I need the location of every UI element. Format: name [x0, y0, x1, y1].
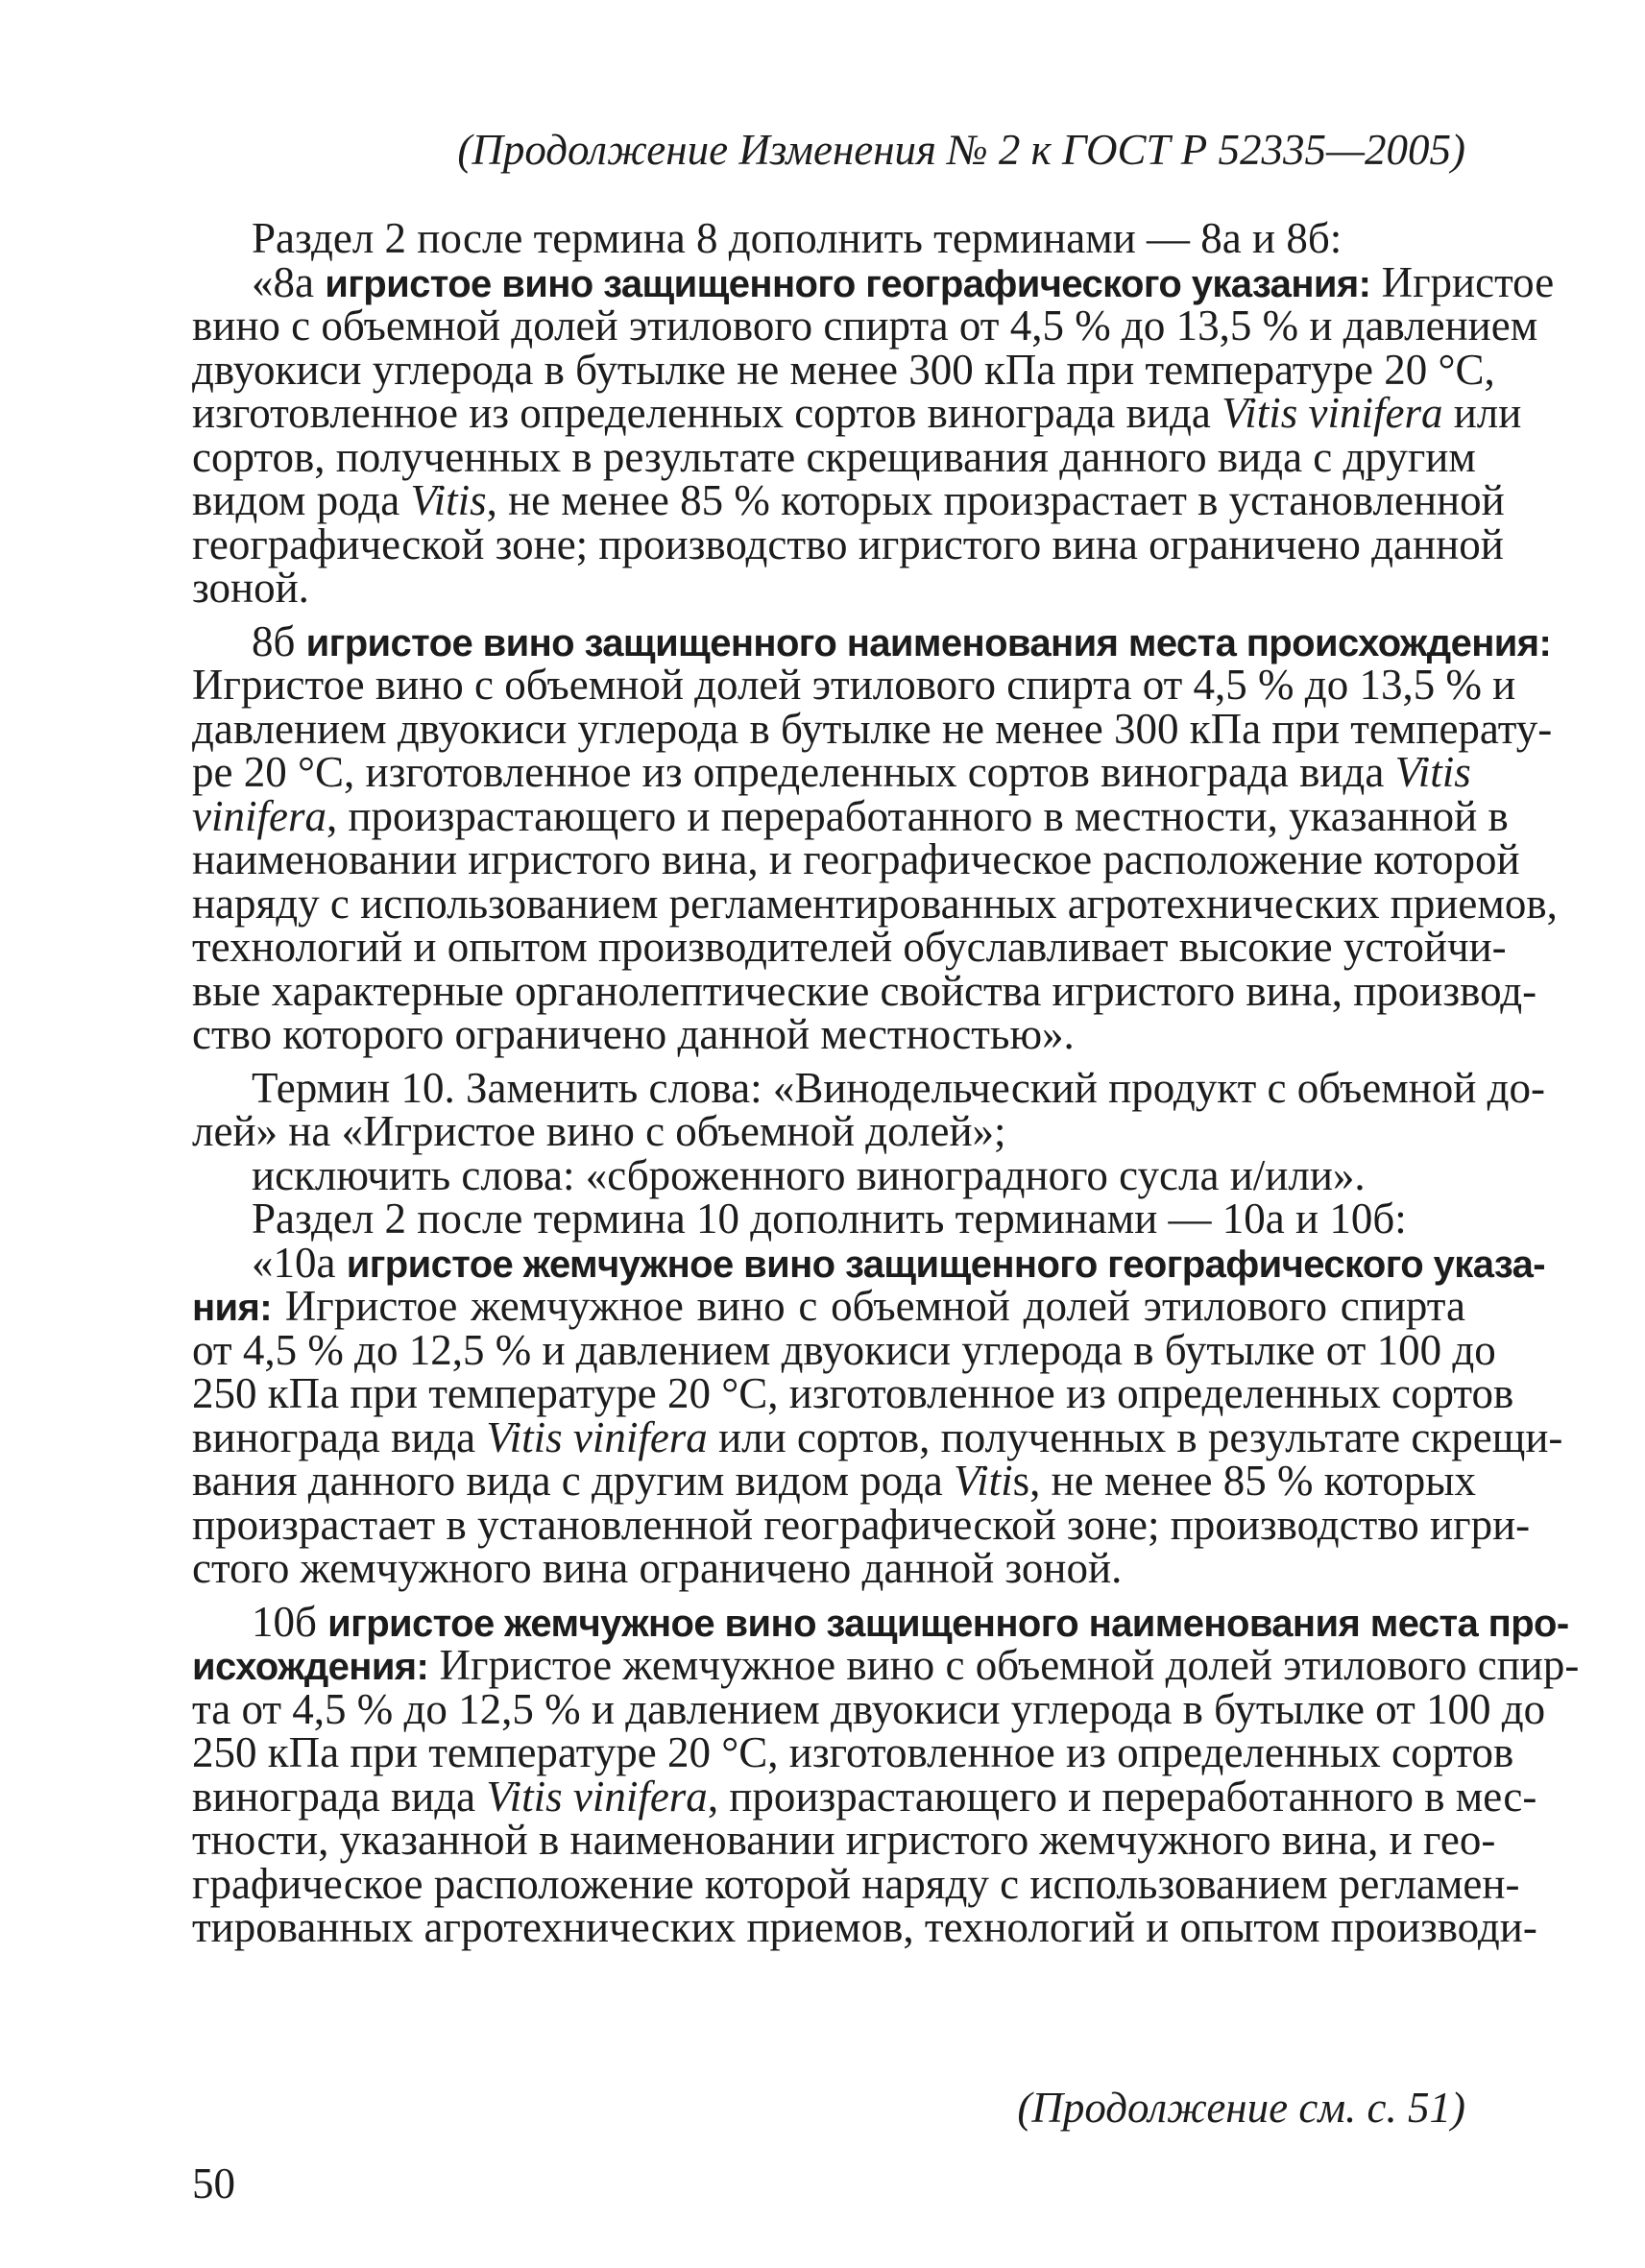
text-line: видом рода Vitis, не менее 85 % которых произрастает в установленной [192, 476, 1505, 524]
text-line: исхождения: Игристое жемчужное вино с объемной долей этилового спир- [192, 1641, 1580, 1689]
latin-species-name: Vitis vinifera [486, 1772, 708, 1821]
page-number: 50 [192, 2159, 235, 2208]
text-line: лей» на «Игристое вино с объемной долей»; [192, 1107, 1006, 1155]
text-line: ре 20 °С, изготовленное из определенных сортов винограда вида Vitis [192, 748, 1471, 796]
text-line: винограда вида Vitis vinifera или сортов, полученных в результате скрещи- [192, 1412, 1563, 1461]
text-line: 8б игристое вино защищенного наименования места происхождения: [252, 616, 1552, 665]
term-title: игристое жемчужное вино защищенного наименования места про- [327, 1602, 1569, 1645]
text-line: ство которого ограничено данной местностью». [192, 1010, 1075, 1058]
text-line: vinifera, произрастающего и переработанного в местности, указанной в [192, 791, 1509, 840]
continuation-note: (Продолжение см. с. 51) [1017, 2084, 1465, 2132]
text-line: графическое расположение которой наряду с использованием регламен- [192, 1859, 1520, 1908]
text-line: 250 кПа при температуре 20 °С, изготовленное из определенных сортов [192, 1728, 1514, 1776]
page-header: (Продолжение Изменения № 2 к ГОСТ Р 52335—2005) [457, 126, 1465, 174]
latin-genus-name: Vitis [410, 476, 487, 524]
term-title: ния: [192, 1287, 273, 1329]
text-line: «10а игристое жемчужное вино защищенного географического указа- [252, 1238, 1545, 1287]
text-line: Игристое вино с объемной долей этилового спирта от 4,5 % до 13,5 % и [192, 661, 1516, 709]
latin-species-name: Vitis vinifera [1222, 389, 1443, 437]
latin-genus-name: Viti [954, 1457, 1013, 1505]
text-line: наряду с использованием регламентированных агротехнических приемов, [192, 879, 1558, 928]
term-title: исхождения: [192, 1646, 429, 1688]
text-line: наименовании игристого вина, и географическое расположение которой [192, 835, 1520, 883]
text-line: ния: Игристое жемчужное вино с объемной долей этилового спирта [192, 1282, 1465, 1330]
latin-genus-name: Vitis [1394, 748, 1471, 796]
text-line: тности, указанной в наименовании игристого жемчужного вина, и гео- [192, 1816, 1496, 1864]
text-line: двуокиси углерода в бутылке не менее 300 кПа при температуре 20 °С, [192, 345, 1495, 394]
text-line: географической зоне; производство игристого вина ограничено данной [192, 519, 1504, 568]
text-line: Раздел 2 после термина 8 дополнить терминами — 8а и 8б: [252, 214, 1343, 262]
text-line: та от 4,5 % до 12,5 % и давлением двуокиси углерода в бутылке от 100 до [192, 1684, 1546, 1733]
text-line: сортов, полученных в результате скрещивания данного вида с другим [192, 432, 1476, 481]
term-title: игристое вино защищенного наименования места происхождения: [305, 621, 1552, 664]
text-line: 10б игристое жемчужное вино защищенного наименования места про- [252, 1597, 1569, 1646]
text-line: от 4,5 % до 12,5 % и давлением двуокиси углерода в бутылке от 100 до [192, 1325, 1496, 1374]
latin-species-name: Vitis vinifera [486, 1412, 708, 1461]
text-line: вино с объемной долей этилового спирта от 4,5 % до 13,5 % и давлением [192, 302, 1538, 350]
text-line: вания данного вида с другим видом рода Vitis, не менее 85 % которых [192, 1457, 1476, 1505]
text-line: изготовленное из определенных сортов винограда вида Vitis vinifera или [192, 389, 1522, 437]
text-line: произрастает в установленной географической зоне; производство игри- [192, 1500, 1531, 1549]
text-line: зоной. [192, 564, 309, 612]
term-title: игристое жемчужное вино защищенного географического указа- [346, 1243, 1545, 1286]
text-line: винограда вида Vitis vinifera, произрастающего и переработанного в мес- [192, 1772, 1537, 1821]
text-line: «8а игристое вино защищенного географического указания: Игристое [252, 257, 1555, 306]
text-line: вые характерные органолептические свойства игристого вина, производ- [192, 966, 1537, 1015]
term-title: игристое вино защищенного географического указания: [325, 262, 1371, 305]
text-line: Термин 10. Заменить слова: «Винодельческий продукт с объемной до- [252, 1063, 1545, 1112]
text-line: технологий и опытом производителей обуславливает высокие устойчи- [192, 923, 1507, 971]
text-line: тированных агротехнических приемов, технологий и опытом производи- [192, 1903, 1537, 1951]
latin-species-name: vinifera [192, 791, 327, 840]
text-line: стого жемчужного вина ограничено данной зоной. [192, 1544, 1123, 1592]
document-page [192, 123, 1580, 1951]
text-line: исключить слова: «сброженного виноградного сусла и/или». [252, 1150, 1366, 1199]
document-body [192, 214, 1580, 1951]
text-line: Раздел 2 после термина 10 дополнить терминами — 10а и 10б: [252, 1194, 1407, 1243]
text-line: 250 кПа при температуре 20 °С, изготовленное из определенных сортов [192, 1369, 1514, 1417]
text-line: давлением двуокиси углерода в бутылке не менее 300 кПа при температу- [192, 704, 1553, 753]
